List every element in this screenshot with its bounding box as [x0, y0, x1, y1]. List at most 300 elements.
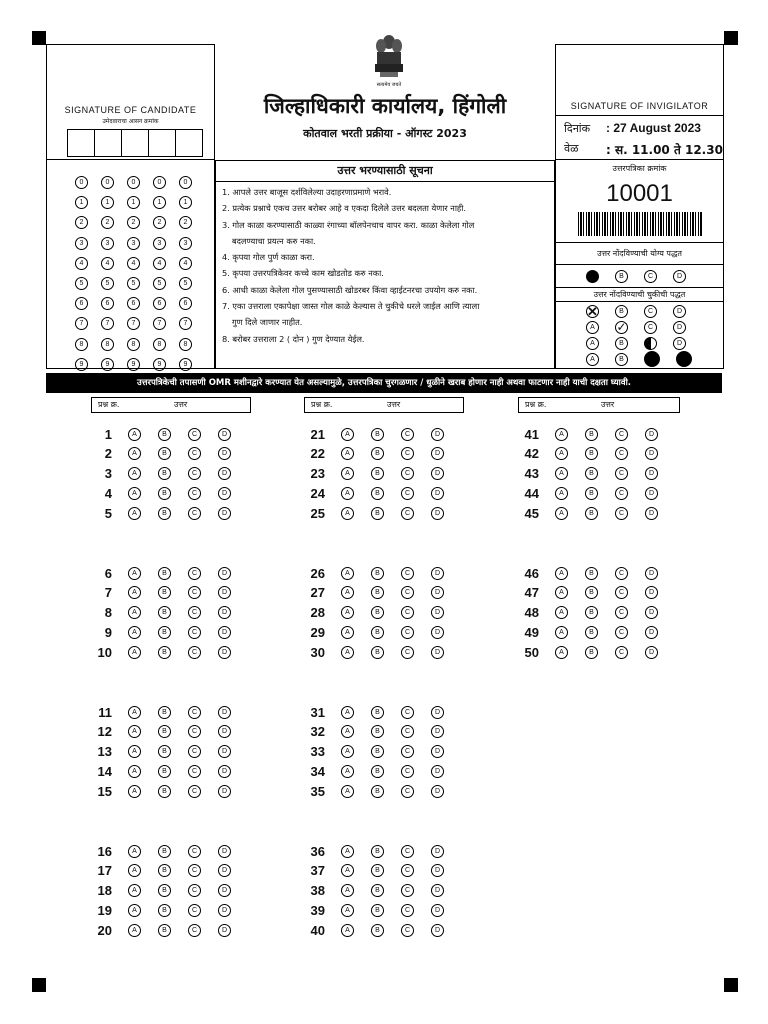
- answer-bubble-c[interactable]: C: [401, 646, 414, 659]
- roll-digit-bubble[interactable]: 0: [127, 176, 140, 189]
- roll-digit-bubble[interactable]: 7: [179, 317, 192, 330]
- answer-bubble-c[interactable]: C: [615, 606, 628, 619]
- answer-bubble-d[interactable]: D: [218, 765, 231, 778]
- answer-bubble-a[interactable]: A: [341, 765, 354, 778]
- registration-mark-bottom-left: [32, 978, 46, 992]
- answer-bubble-c[interactable]: C: [401, 507, 414, 520]
- answer-bubble-b[interactable]: B: [158, 845, 171, 858]
- roll-digit-bubble[interactable]: 5: [127, 277, 140, 290]
- answer-bubble-a[interactable]: A: [341, 567, 354, 580]
- roll-digit-column-5: [179, 176, 193, 378]
- answer-bubble-d[interactable]: D: [218, 487, 231, 500]
- question-row: [74, 646, 248, 660]
- answer-bubble-c[interactable]: C: [615, 567, 628, 580]
- answer-bubble-d[interactable]: D: [645, 606, 658, 619]
- roll-digit-bubble[interactable]: 1: [179, 196, 192, 209]
- roll-digit-bubble[interactable]: 2: [101, 216, 114, 229]
- answer-bubble-d[interactable]: D: [431, 507, 444, 520]
- roll-digit-bubble[interactable]: 9: [179, 358, 192, 371]
- roll-digit-bubble[interactable]: 8: [101, 338, 114, 351]
- roll-digit-bubble[interactable]: 3: [153, 237, 166, 250]
- answer-bubble-b[interactable]: B: [158, 507, 171, 520]
- instructions-heading: उत्तर भरण्यासाठी सूचना: [216, 161, 554, 182]
- answer-bubble-c[interactable]: C: [188, 765, 201, 778]
- answer-bubble-b[interactable]: B: [158, 785, 171, 798]
- answer-bubble-c[interactable]: C: [188, 447, 201, 460]
- question-number: 43: [524, 466, 539, 482]
- answer-bubble-c[interactable]: C: [615, 626, 628, 639]
- roll-digit-bubble[interactable]: 2: [75, 216, 88, 229]
- answer-bubble-b[interactable]: B: [158, 884, 171, 897]
- answer-bubble-d[interactable]: D: [431, 626, 444, 639]
- answer-bubble-a[interactable]: A: [128, 845, 141, 858]
- answer-bubble-a[interactable]: A: [128, 447, 141, 460]
- answer-bubble-b[interactable]: B: [371, 487, 384, 500]
- answer-bubble-b[interactable]: B: [371, 428, 384, 441]
- answer-bubble-a[interactable]: A: [555, 467, 568, 480]
- answer-bubble-a[interactable]: A: [128, 428, 141, 441]
- cross-mark-icon: ✕: [587, 304, 598, 319]
- answer-bubble-a[interactable]: A: [128, 467, 141, 480]
- answer-bubble-c[interactable]: C: [401, 586, 414, 599]
- answer-bubble-c[interactable]: C: [188, 586, 201, 599]
- question-number: 31: [310, 704, 325, 720]
- answer-bubble-c[interactable]: C: [401, 606, 414, 619]
- answer-bubble-c[interactable]: C: [401, 765, 414, 778]
- answer-bubble-b[interactable]: B: [585, 507, 598, 520]
- registration-mark-bottom-right: [724, 978, 738, 992]
- answer-bubble-b[interactable]: B: [585, 567, 598, 580]
- question-row: [501, 646, 675, 660]
- answer-bubble-d[interactable]: D: [431, 428, 444, 441]
- answer-bubble-d[interactable]: D: [645, 567, 658, 580]
- roll-digit-bubble[interactable]: 2: [153, 216, 166, 229]
- answer-bubble-c[interactable]: C: [188, 904, 201, 917]
- answer-bubble-d[interactable]: D: [645, 467, 658, 480]
- answer-bubble-a[interactable]: A: [128, 646, 141, 659]
- question-row: [74, 566, 248, 580]
- roll-digit-bubble[interactable]: 5: [153, 277, 166, 290]
- answer-bubble-b[interactable]: B: [158, 924, 171, 937]
- answer-bubble-a[interactable]: A: [128, 745, 141, 758]
- answer-bubble-b[interactable]: B: [585, 467, 598, 480]
- roll-digit-bubble[interactable]: 7: [101, 317, 114, 330]
- answer-bubble-c[interactable]: C: [401, 725, 414, 738]
- answer-bubble-d[interactable]: D: [218, 447, 231, 460]
- answer-bubble-b[interactable]: B: [585, 646, 598, 659]
- roll-digit-bubble[interactable]: 1: [127, 196, 140, 209]
- answer-bubble-d[interactable]: D: [431, 646, 444, 659]
- question-row: [74, 725, 248, 739]
- answer-bubble-a[interactable]: A: [555, 447, 568, 460]
- answer-bubble-b[interactable]: B: [158, 904, 171, 917]
- roll-digit-box-4[interactable]: [149, 129, 176, 157]
- answer-bubble-b[interactable]: B: [371, 845, 384, 858]
- answer-bubble-a[interactable]: A: [555, 646, 568, 659]
- roll-digit-bubble[interactable]: 0: [75, 176, 88, 189]
- roll-digit-bubble[interactable]: 9: [153, 358, 166, 371]
- answer-bubble-c[interactable]: C: [188, 646, 201, 659]
- question-row: [74, 864, 248, 878]
- answer-bubble-a[interactable]: A: [341, 626, 354, 639]
- answer-bubble-b[interactable]: B: [158, 706, 171, 719]
- answer-bubble-b[interactable]: B: [585, 487, 598, 500]
- roll-digit-bubble[interactable]: 0: [153, 176, 166, 189]
- answer-bubble-c[interactable]: C: [188, 467, 201, 480]
- answer-bubble-a[interactable]: A: [128, 884, 141, 897]
- roll-digit-bubble[interactable]: 5: [179, 277, 192, 290]
- roll-digit-bubble[interactable]: 6: [75, 297, 88, 310]
- answer-bubble-c[interactable]: C: [188, 567, 201, 580]
- answer-bubble-c[interactable]: C: [615, 428, 628, 441]
- answer-bubble-b[interactable]: B: [371, 626, 384, 639]
- answer-bubble-b[interactable]: B: [371, 745, 384, 758]
- question-row: [287, 566, 461, 580]
- answer-bubble-d[interactable]: D: [431, 725, 444, 738]
- roll-digit-bubble[interactable]: 4: [75, 257, 88, 270]
- question-number: 34: [310, 764, 325, 780]
- answer-bubble-b[interactable]: B: [371, 586, 384, 599]
- question-number: 6: [104, 565, 112, 581]
- question-number: 11: [98, 704, 112, 720]
- roll-digit-box-1[interactable]: [67, 129, 95, 157]
- roll-digit-bubble[interactable]: 9: [101, 358, 114, 371]
- answer-bubble-a[interactable]: A: [128, 706, 141, 719]
- answer-bubble-d[interactable]: D: [431, 864, 444, 877]
- date-value: : 27 August 2023: [606, 121, 701, 135]
- answer-bubble-a[interactable]: A: [555, 626, 568, 639]
- roll-digit-bubble[interactable]: 0: [179, 176, 192, 189]
- question-row: [287, 745, 461, 759]
- answer-bubble-a[interactable]: A: [128, 785, 141, 798]
- answer-bubble-a[interactable]: A: [555, 606, 568, 619]
- answer-bubble-a[interactable]: A: [341, 487, 354, 500]
- answer-bubble-c[interactable]: C: [615, 507, 628, 520]
- answer-bubble-c[interactable]: C: [188, 706, 201, 719]
- roll-digit-bubble[interactable]: 8: [153, 338, 166, 351]
- roll-number-entry-boxes: [67, 129, 203, 157]
- answer-bubble-a[interactable]: A: [341, 924, 354, 937]
- answer-bubble-b[interactable]: B: [158, 447, 171, 460]
- answer-bubble-d[interactable]: D: [645, 447, 658, 460]
- answer-bubble-b[interactable]: B: [371, 765, 384, 778]
- answer-bubble-d[interactable]: D: [431, 924, 444, 937]
- question-number: 13: [97, 744, 112, 760]
- answer-bubble-b[interactable]: B: [158, 487, 171, 500]
- answer-bubble-a[interactable]: A: [128, 765, 141, 778]
- question-number: 37: [310, 863, 325, 879]
- roll-digit-bubble[interactable]: 8: [127, 338, 140, 351]
- answer-bubble-c[interactable]: C: [401, 626, 414, 639]
- answer-bubble-c[interactable]: C: [401, 706, 414, 719]
- question-number: 27: [310, 585, 325, 601]
- answer-bubble-b[interactable]: B: [371, 567, 384, 580]
- answer-bubble-a[interactable]: A: [128, 606, 141, 619]
- answer-bubble-d[interactable]: D: [218, 428, 231, 441]
- answer-bubble-a[interactable]: A: [341, 646, 354, 659]
- question-number: 29: [310, 625, 325, 641]
- question-row: [74, 447, 248, 461]
- answer-bubble-b[interactable]: B: [371, 467, 384, 480]
- answer-bubble-b[interactable]: B: [158, 765, 171, 778]
- answer-bubble-b[interactable]: B: [158, 567, 171, 580]
- answer-bubble-c[interactable]: C: [615, 586, 628, 599]
- roll-digit-bubble[interactable]: 8: [75, 338, 88, 351]
- roll-digit-box-2[interactable]: [95, 129, 122, 157]
- answer-bubble-b[interactable]: B: [371, 706, 384, 719]
- answer-bubble-c[interactable]: C: [188, 785, 201, 798]
- answer-bubble-d[interactable]: D: [431, 487, 444, 500]
- answer-bubble-a[interactable]: A: [341, 447, 354, 460]
- answer-bubble-c[interactable]: C: [188, 428, 201, 441]
- answer-bubble-c[interactable]: C: [188, 606, 201, 619]
- answer-bubble-a[interactable]: A: [128, 626, 141, 639]
- answer-bubble-d[interactable]: D: [431, 884, 444, 897]
- answer-bubble-a[interactable]: A: [128, 725, 141, 738]
- answer-bubble-d[interactable]: D: [218, 924, 231, 937]
- answer-bubble-b[interactable]: B: [158, 428, 171, 441]
- answer-bubble-d[interactable]: D: [218, 507, 231, 520]
- answer-bubble-a[interactable]: A: [341, 785, 354, 798]
- answer-bubble-b[interactable]: B: [585, 606, 598, 619]
- answer-bubble-c[interactable]: C: [188, 924, 201, 937]
- answer-bubble-d[interactable]: D: [431, 765, 444, 778]
- answer-bubble-a[interactable]: A: [341, 606, 354, 619]
- roll-digit-bubble[interactable]: 3: [127, 237, 140, 250]
- answer-bubble-c[interactable]: C: [188, 884, 201, 897]
- question-number: 2: [104, 446, 112, 462]
- answer-bubble-b[interactable]: B: [371, 864, 384, 877]
- roll-digit-bubble[interactable]: 7: [75, 317, 88, 330]
- answer-bubble-d[interactable]: D: [431, 567, 444, 580]
- answer-bubble-b[interactable]: B: [371, 507, 384, 520]
- roll-number-label: उमेदवाराचा आसन क्रमांक: [102, 118, 159, 125]
- roll-digit-bubble[interactable]: 1: [153, 196, 166, 209]
- instruction-line: 7. एका उत्तराला एकापेक्षा जास्त गोल काळे केल्यास ते चुकीचे धरले जाईल आणि त्याला: [222, 301, 480, 312]
- answer-bubble-d[interactable]: D: [431, 785, 444, 798]
- roll-digit-bubble[interactable]: 3: [179, 237, 192, 250]
- answer-bubble-c[interactable]: C: [188, 864, 201, 877]
- roll-digit-bubble[interactable]: 4: [101, 257, 114, 270]
- answer-bubble-a[interactable]: A: [555, 567, 568, 580]
- answer-bubble-b[interactable]: B: [158, 725, 171, 738]
- roll-digit-bubble[interactable]: 1: [101, 196, 114, 209]
- answer-bubble-d[interactable]: D: [218, 646, 231, 659]
- answer-bubble-a[interactable]: A: [341, 904, 354, 917]
- answer-bubble-d[interactable]: D: [645, 507, 658, 520]
- answer-bubble-a[interactable]: A: [128, 924, 141, 937]
- answer-bubble-d[interactable]: D: [645, 428, 658, 441]
- answer-bubble-b[interactable]: B: [158, 586, 171, 599]
- answer-bubble-a[interactable]: A: [341, 864, 354, 877]
- answer-bubble-d[interactable]: D: [218, 467, 231, 480]
- wrong-method-label: उत्तर नोंदविण्याची चुकीची पद्धत: [593, 290, 686, 299]
- question-number: 18: [97, 883, 112, 899]
- answer-bubble-c[interactable]: C: [401, 567, 414, 580]
- question-number: 25: [310, 506, 325, 522]
- answer-bubble-d[interactable]: D: [218, 745, 231, 758]
- instruction-line: बदलण्याचा प्रयत्न करु नका.: [232, 235, 316, 246]
- answer-bubble-b[interactable]: B: [371, 447, 384, 460]
- answer-bubble-a[interactable]: A: [128, 487, 141, 500]
- roll-digit-bubble[interactable]: 9: [75, 358, 88, 371]
- answer-bubble-b[interactable]: B: [371, 884, 384, 897]
- answer-bubble-d[interactable]: D: [431, 904, 444, 917]
- answer-bubble-b[interactable]: B: [158, 745, 171, 758]
- roll-digit-bubble[interactable]: 6: [127, 297, 140, 310]
- answer-bubble-c[interactable]: C: [401, 467, 414, 480]
- answer-bubble-b[interactable]: B: [158, 626, 171, 639]
- answer-bubble-b[interactable]: B: [585, 626, 598, 639]
- answer-bubble-a[interactable]: A: [341, 428, 354, 441]
- answer-bubble-c[interactable]: C: [401, 904, 414, 917]
- roll-digit-bubble[interactable]: 6: [153, 297, 166, 310]
- answer-bubble-c[interactable]: C: [401, 487, 414, 500]
- answer-bubble-a[interactable]: A: [128, 586, 141, 599]
- roll-digit-bubble[interactable]: 5: [101, 277, 114, 290]
- roll-digit-bubble[interactable]: 3: [101, 237, 114, 250]
- roll-digit-bubble[interactable]: 7: [153, 317, 166, 330]
- question-number: 46: [524, 565, 539, 581]
- answer-bubble-b[interactable]: B: [158, 864, 171, 877]
- answer-bubble-a[interactable]: A: [341, 845, 354, 858]
- answer-bubble-a[interactable]: A: [341, 586, 354, 599]
- answer-bubble-d[interactable]: D: [218, 586, 231, 599]
- roll-digit-bubble[interactable]: 3: [75, 237, 88, 250]
- answer-bubble-c[interactable]: C: [401, 924, 414, 937]
- answer-bubble-a[interactable]: A: [555, 428, 568, 441]
- answer-bubble-d[interactable]: D: [431, 606, 444, 619]
- answer-bubble-c[interactable]: C: [188, 845, 201, 858]
- answer-bubble-d[interactable]: D: [218, 626, 231, 639]
- roll-digit-box-3[interactable]: [122, 129, 149, 157]
- roll-digit-bubble[interactable]: 0: [101, 176, 114, 189]
- answer-bubble-a[interactable]: A: [341, 706, 354, 719]
- emblem-icon: [372, 32, 406, 88]
- question-row: [287, 884, 461, 898]
- answer-bubble-c[interactable]: C: [188, 745, 201, 758]
- answer-bubble-c[interactable]: C: [401, 884, 414, 897]
- answer-bubble-d[interactable]: D: [431, 467, 444, 480]
- answer-bubble-c[interactable]: C: [615, 447, 628, 460]
- roll-digit-bubble[interactable]: 4: [127, 257, 140, 270]
- answer-bubble-a[interactable]: A: [341, 725, 354, 738]
- answer-bubble-c[interactable]: C: [401, 428, 414, 441]
- answer-bubble-d[interactable]: D: [218, 606, 231, 619]
- answer-bubble-d[interactable]: D: [645, 586, 658, 599]
- answer-bubble-a[interactable]: A: [555, 586, 568, 599]
- roll-digit-bubble[interactable]: 9: [127, 358, 140, 371]
- answer-bubble-a[interactable]: A: [555, 487, 568, 500]
- answer-bubble-a[interactable]: A: [341, 507, 354, 520]
- roll-digit-bubble[interactable]: 6: [179, 297, 192, 310]
- answer-bubble-b[interactable]: B: [371, 646, 384, 659]
- answer-bubble-a[interactable]: A: [128, 864, 141, 877]
- answer-bubble-d[interactable]: D: [645, 646, 658, 659]
- question-row: [74, 606, 248, 620]
- answer-bubble-c[interactable]: C: [615, 467, 628, 480]
- answer-bubble-d[interactable]: D: [431, 447, 444, 460]
- question-row: [501, 566, 675, 580]
- example-option-c: C: [644, 270, 657, 283]
- answer-bubble-a[interactable]: A: [128, 567, 141, 580]
- question-row: [501, 507, 675, 521]
- answer-bubble-c[interactable]: C: [401, 845, 414, 858]
- answer-bubble-d[interactable]: D: [645, 626, 658, 639]
- answer-bubble-a[interactable]: A: [341, 467, 354, 480]
- question-number: 49: [524, 625, 539, 641]
- answer-bubble-b[interactable]: B: [371, 725, 384, 738]
- sheet-number-label: उत्तरपत्रिका क्रमांक: [612, 164, 667, 173]
- roll-digit-bubble[interactable]: 1: [75, 196, 88, 209]
- answer-bubble-d[interactable]: D: [218, 725, 231, 738]
- answer-bubble-a[interactable]: A: [341, 745, 354, 758]
- answer-bubble-d[interactable]: D: [431, 706, 444, 719]
- answer-bubble-d[interactable]: D: [431, 586, 444, 599]
- answer-bubble-a[interactable]: A: [128, 507, 141, 520]
- answer-bubble-b[interactable]: B: [371, 785, 384, 798]
- roll-digit-bubble[interactable]: 4: [179, 257, 192, 270]
- answer-bubble-d[interactable]: D: [431, 745, 444, 758]
- answer-bubble-c[interactable]: C: [401, 745, 414, 758]
- answer-bubble-b[interactable]: B: [371, 904, 384, 917]
- answer-bubble-a[interactable]: A: [555, 507, 568, 520]
- answer-bubble-d[interactable]: D: [218, 785, 231, 798]
- roll-digit-bubble[interactable]: 6: [101, 297, 114, 310]
- answer-bubble-d[interactable]: D: [431, 845, 444, 858]
- answer-bubble-a[interactable]: A: [128, 904, 141, 917]
- answer-bubble-d[interactable]: D: [218, 864, 231, 877]
- answer-bubble-b[interactable]: B: [158, 606, 171, 619]
- question-row: [501, 427, 675, 441]
- question-number: 45: [524, 506, 539, 522]
- roll-digit-bubble[interactable]: 4: [153, 257, 166, 270]
- answer-bubble-c[interactable]: C: [188, 507, 201, 520]
- answer-bubble-a[interactable]: A: [341, 884, 354, 897]
- barcode: [578, 212, 702, 236]
- roll-digit-box-5[interactable]: [176, 129, 203, 157]
- answer-bubble-b[interactable]: B: [158, 646, 171, 659]
- answer-bubble-d[interactable]: D: [218, 904, 231, 917]
- answer-bubble-b[interactable]: B: [158, 467, 171, 480]
- answer-bubble-c[interactable]: C: [615, 487, 628, 500]
- answer-bubble-c[interactable]: C: [401, 864, 414, 877]
- answer-bubble-b[interactable]: B: [371, 606, 384, 619]
- answer-bubble-c[interactable]: C: [401, 785, 414, 798]
- answer-bubble-c[interactable]: C: [188, 725, 201, 738]
- answer-bubble-b[interactable]: B: [585, 586, 598, 599]
- answer-bubble-c[interactable]: C: [188, 626, 201, 639]
- answer-bubble-d[interactable]: D: [218, 706, 231, 719]
- answer-bubble-c[interactable]: C: [615, 646, 628, 659]
- answer-bubble-d[interactable]: D: [218, 567, 231, 580]
- answer-bubble-d[interactable]: D: [645, 487, 658, 500]
- roll-digit-bubble[interactable]: 7: [127, 317, 140, 330]
- answer-bubble-b[interactable]: B: [585, 447, 598, 460]
- roll-digit-bubble[interactable]: 5: [75, 277, 88, 290]
- answer-bubble-d[interactable]: D: [218, 845, 231, 858]
- answer-bubble-c[interactable]: C: [188, 487, 201, 500]
- roll-digit-bubble[interactable]: 2: [127, 216, 140, 229]
- answer-bubble-c[interactable]: C: [401, 447, 414, 460]
- roll-digit-bubble[interactable]: 8: [179, 338, 192, 351]
- roll-digit-bubble[interactable]: 2: [179, 216, 192, 229]
- question-number: 33: [310, 744, 325, 760]
- answer-bubble-b[interactable]: B: [585, 428, 598, 441]
- answer-bubble-d[interactable]: D: [218, 884, 231, 897]
- answer-bubble-b[interactable]: B: [371, 924, 384, 937]
- question-row: [74, 626, 248, 640]
